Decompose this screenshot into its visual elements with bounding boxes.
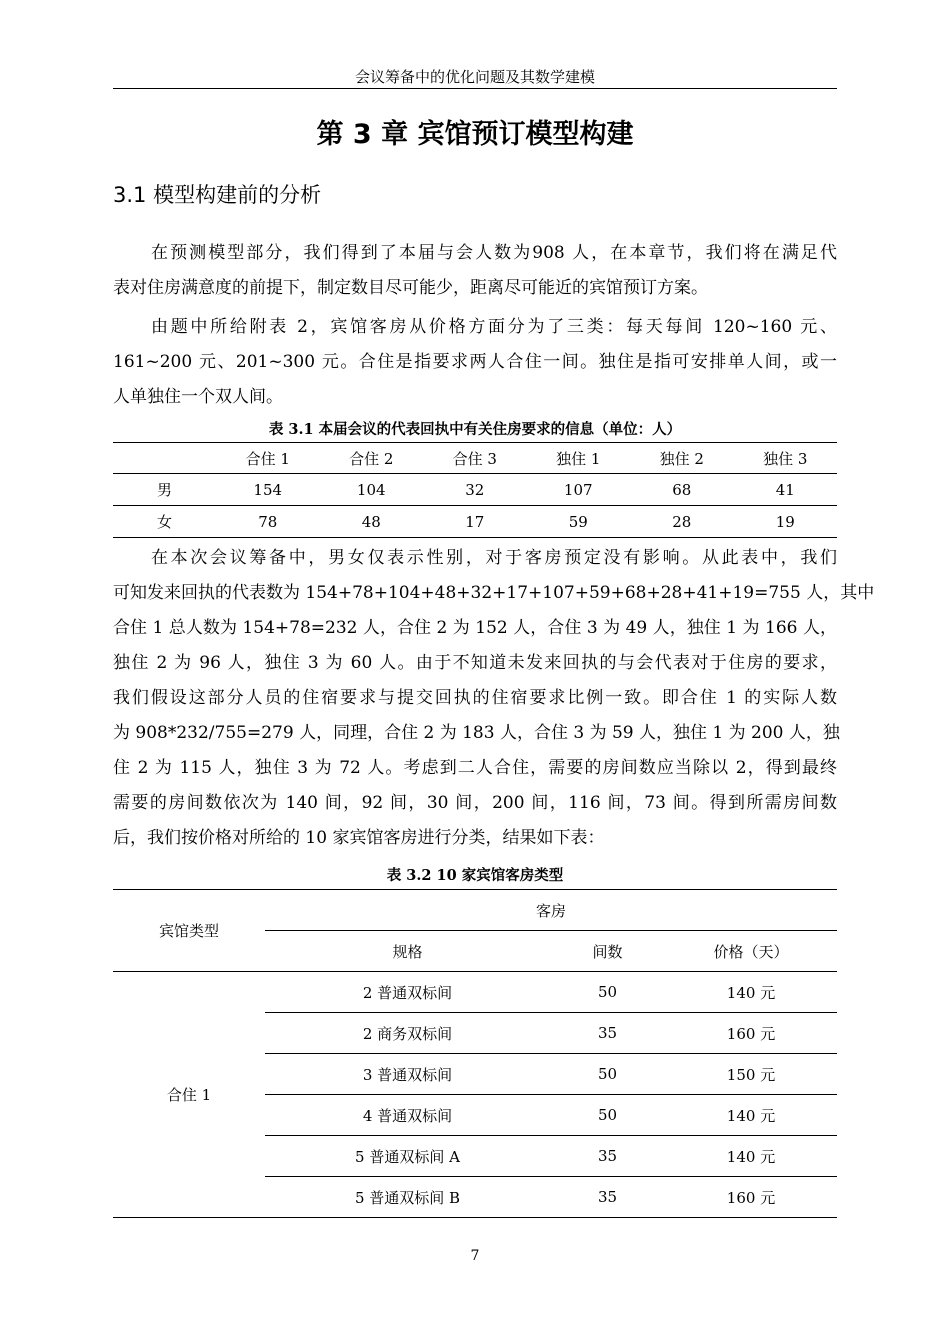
cell: 2 商务双标间 xyxy=(265,1013,550,1054)
table-housing-requirements xyxy=(113,442,837,538)
table-hotel-room-types xyxy=(113,889,837,1218)
header-cell: 合住 3 xyxy=(423,443,527,474)
text-line: 合住 1 总人数为 154+78=232 人，合住 2 为 152 人，合住 3 为 49 人，独住 1 为 166 人， xyxy=(113,618,837,638)
paragraph-3 xyxy=(113,541,875,856)
header-cell: 规格 xyxy=(265,931,550,972)
cell: 160 元 xyxy=(726,1188,776,1207)
cell: 140 元 xyxy=(665,972,837,1013)
page-number: 7 xyxy=(470,1248,480,1264)
cell: 154 xyxy=(216,474,320,506)
paragraph-2 xyxy=(113,310,837,415)
cell: 140 元 xyxy=(665,1095,837,1136)
header-cell: 客房 xyxy=(265,890,837,931)
header-cell: 合住 1 xyxy=(216,443,320,474)
header-cell: 间数 xyxy=(550,931,665,972)
cell: 50 xyxy=(550,1095,665,1136)
text-line: 161~200 元、201~300 元。合住是指要求两人合住一间。独住是指可安排单人间，或一 xyxy=(113,352,837,372)
text-line: 为 908*232/755=279 人，同理，合住 2 为 183 人，合住 3 为 59 人，独住 1 为 200 人，独 xyxy=(113,723,840,743)
cell: 35 xyxy=(597,1188,618,1206)
header-cell: 独住 2 xyxy=(630,443,734,474)
cell: 41 xyxy=(734,474,838,506)
text-line: 可知发来回执的代表数为 154+78+104+48+32+17+107+59+68+28+41+19=755 人，其中 xyxy=(113,583,875,603)
table2-caption: 表 3.2 10 家宾馆客房类型 xyxy=(386,867,564,884)
cell: 50 xyxy=(550,1054,665,1095)
cell: 2 普通双标间 xyxy=(265,972,550,1013)
table-row xyxy=(113,972,837,1013)
cell: 女 xyxy=(156,513,172,531)
paragraph-1 xyxy=(113,236,837,306)
text-line: 需要的房间数依次为 140 间，92 间，30 间，200 间，116 间，73 间。得到所需房间数 xyxy=(113,793,837,813)
cell: 78 xyxy=(258,512,278,531)
text-line: 住 2 为 115 人，独住 3 为 72 人。考虑到二人合住，需要的房间数应当除以 2，得到最终 xyxy=(113,758,837,778)
text-line: 表对住房满意度的前提下，制定数目尽可能少，距离尽可能近的宾馆预订方案。 xyxy=(113,278,708,298)
cell: 3 普通双标间 xyxy=(265,1054,550,1095)
table-row xyxy=(113,474,837,506)
text-line: 我们假设这部分人员的住宿要求与提交回执的住宿要求比例一致。即合住 1 的实际人数 xyxy=(113,688,837,708)
text-line: 在预测模型部分，我们得到了本届与会人数为908 人，在本章节，我们将在满足代 xyxy=(151,243,837,263)
cell: 104 xyxy=(320,474,424,506)
cell: 150 元 xyxy=(665,1054,837,1095)
cell: 68 xyxy=(630,474,734,506)
cell: 5 普通双标间 A xyxy=(265,1136,550,1177)
group-cell: 合住 1 xyxy=(166,1086,212,1104)
cell: 59 xyxy=(568,512,588,531)
chapter-title: 第 3 章 宾馆预订模型构建 xyxy=(316,119,634,150)
text-line: 独住 2 为 96 人，独住 3 为 60 人。由于不知道未发来回执的与会代表对于住房的要求， xyxy=(113,653,837,673)
table-row xyxy=(113,506,837,538)
text-line: 人单独住一个双人间。 xyxy=(113,387,283,407)
running-header: 会议筹备中的优化问题及其数学建模 xyxy=(354,68,595,86)
cell: 28 xyxy=(672,512,692,531)
cell: 160 元 xyxy=(665,1013,837,1054)
cell: 17 xyxy=(465,512,485,531)
text-line: 在本次会议筹备中，男女仅表示性别，对于客房预定没有影响。从此表中，我们 xyxy=(151,548,837,568)
cell: 19 xyxy=(775,512,795,531)
cell: 35 xyxy=(550,1013,665,1054)
table-header-row xyxy=(113,890,837,931)
table1-caption: 表 3.1 本届会议的代表回执中有关住房要求的信息（单位：人） xyxy=(268,421,682,438)
text-line: 后，我们按价格对所给的 10 家宾馆客房进行分类，结果如下表： xyxy=(113,828,605,848)
header-cell: 价格（天） xyxy=(665,931,837,972)
header-rule xyxy=(113,88,837,89)
text-line: 由题中所给附表 2，宾馆客房从价格方面分为了三类：每天每间 120~160 元、 xyxy=(151,317,837,337)
header-cell xyxy=(113,443,216,474)
table-header-row xyxy=(113,443,837,474)
cell: 107 xyxy=(527,474,631,506)
header-cell: 合住 2 xyxy=(320,443,424,474)
section-title: 3.1 模型构建前的分析 xyxy=(113,183,322,207)
cell: 140 元 xyxy=(665,1136,837,1177)
cell: 4 普通双标间 xyxy=(265,1095,550,1136)
header-cell: 独住 3 xyxy=(734,443,838,474)
header-cell: 独住 1 xyxy=(527,443,631,474)
cell: 5 普通双标间 B xyxy=(354,1188,461,1207)
header-cell: 宾馆类型 xyxy=(113,890,265,972)
cell: 48 xyxy=(361,512,381,531)
cell: 32 xyxy=(423,474,527,506)
cell: 50 xyxy=(550,972,665,1013)
cell: 35 xyxy=(550,1136,665,1177)
cell: 男 xyxy=(113,474,216,506)
